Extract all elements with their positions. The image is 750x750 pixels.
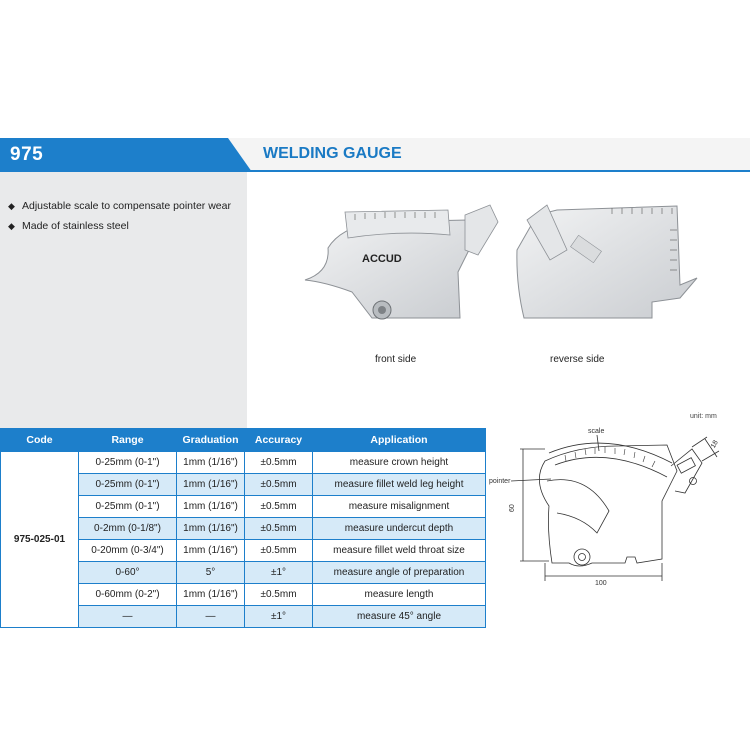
product-photo-reverse (512, 200, 702, 330)
header-application: Application (313, 429, 486, 452)
cell-graduation: 1mm (1/16") (177, 474, 245, 496)
feature-list (8, 196, 231, 236)
cell-graduation: 1mm (1/16") (177, 496, 245, 518)
pointer-label: pointer (489, 478, 511, 485)
dimension-small: 18 (709, 439, 720, 450)
cell-accuracy: ±0.5mm (245, 474, 313, 496)
cell-application: measure fillet weld leg height (313, 474, 486, 496)
cell-application: measure fillet weld throat size (313, 540, 486, 562)
dimension-height: 60 (509, 504, 516, 512)
cell-range: 0-20mm (0-3/4") (79, 540, 177, 562)
cell-graduation: 1mm (1/16") (177, 518, 245, 540)
cell-range: 0-25mm (0-1") (79, 452, 177, 474)
front-side-caption: front side (375, 354, 417, 365)
cell-application: measure 45° angle (313, 606, 486, 628)
brand-logo: ACCUD (362, 253, 402, 265)
cell-accuracy: ±0.5mm (245, 518, 313, 540)
feature-item: ◆ Adjustable scale to compensate pointer wear (8, 196, 231, 216)
scale-label: scale (588, 428, 605, 435)
cell-application: measure undercut depth (313, 518, 486, 540)
header-range: Range (79, 429, 177, 452)
table-header-row (1, 429, 486, 452)
model-number: 975 (10, 144, 44, 165)
unit-label: unit: mm (690, 413, 717, 420)
product-code: 975-025-01 (1, 452, 79, 628)
header-graduation: Graduation (177, 429, 245, 452)
cell-range: — (79, 606, 177, 628)
header-code: Code (1, 429, 79, 452)
spec-table (0, 428, 486, 628)
cell-graduation: 5° (177, 562, 245, 584)
cell-range: 0-2mm (0-1/8") (79, 518, 177, 540)
cell-accuracy: ±0.5mm (245, 452, 313, 474)
diamond-bullet-icon: ◆ (8, 221, 15, 231)
header-accuracy: Accuracy (245, 429, 313, 452)
cell-application: measure length (313, 584, 486, 606)
dimension-width: 100 (595, 580, 607, 587)
cell-range: 0-25mm (0-1") (79, 474, 177, 496)
cell-graduation: 1mm (1/16") (177, 584, 245, 606)
diamond-bullet-icon: ◆ (8, 201, 15, 211)
cell-graduation: 1mm (1/16") (177, 540, 245, 562)
cell-range: 0-60mm (0-2") (79, 584, 177, 606)
page-title: WELDING GAUGE (263, 145, 402, 162)
cell-accuracy: ±0.5mm (245, 584, 313, 606)
cell-range: 0-60° (79, 562, 177, 584)
table-row (1, 452, 486, 474)
technical-drawing (487, 421, 732, 596)
cell-accuracy: ±0.5mm (245, 496, 313, 518)
cell-application: measure misalignment (313, 496, 486, 518)
cell-graduation: — (177, 606, 245, 628)
cell-accuracy: ±1° (245, 606, 313, 628)
product-photo-front (300, 200, 510, 330)
cell-application: measure angle of preparation (313, 562, 486, 584)
cell-graduation: 1mm (1/16") (177, 452, 245, 474)
feature-item: ◆ Made of stainless steel (8, 216, 231, 236)
cell-accuracy: ±0.5mm (245, 540, 313, 562)
cell-accuracy: ±1° (245, 562, 313, 584)
cell-range: 0-25mm (0-1") (79, 496, 177, 518)
reverse-side-caption: reverse side (550, 354, 605, 365)
cell-application: measure crown height (313, 452, 486, 474)
